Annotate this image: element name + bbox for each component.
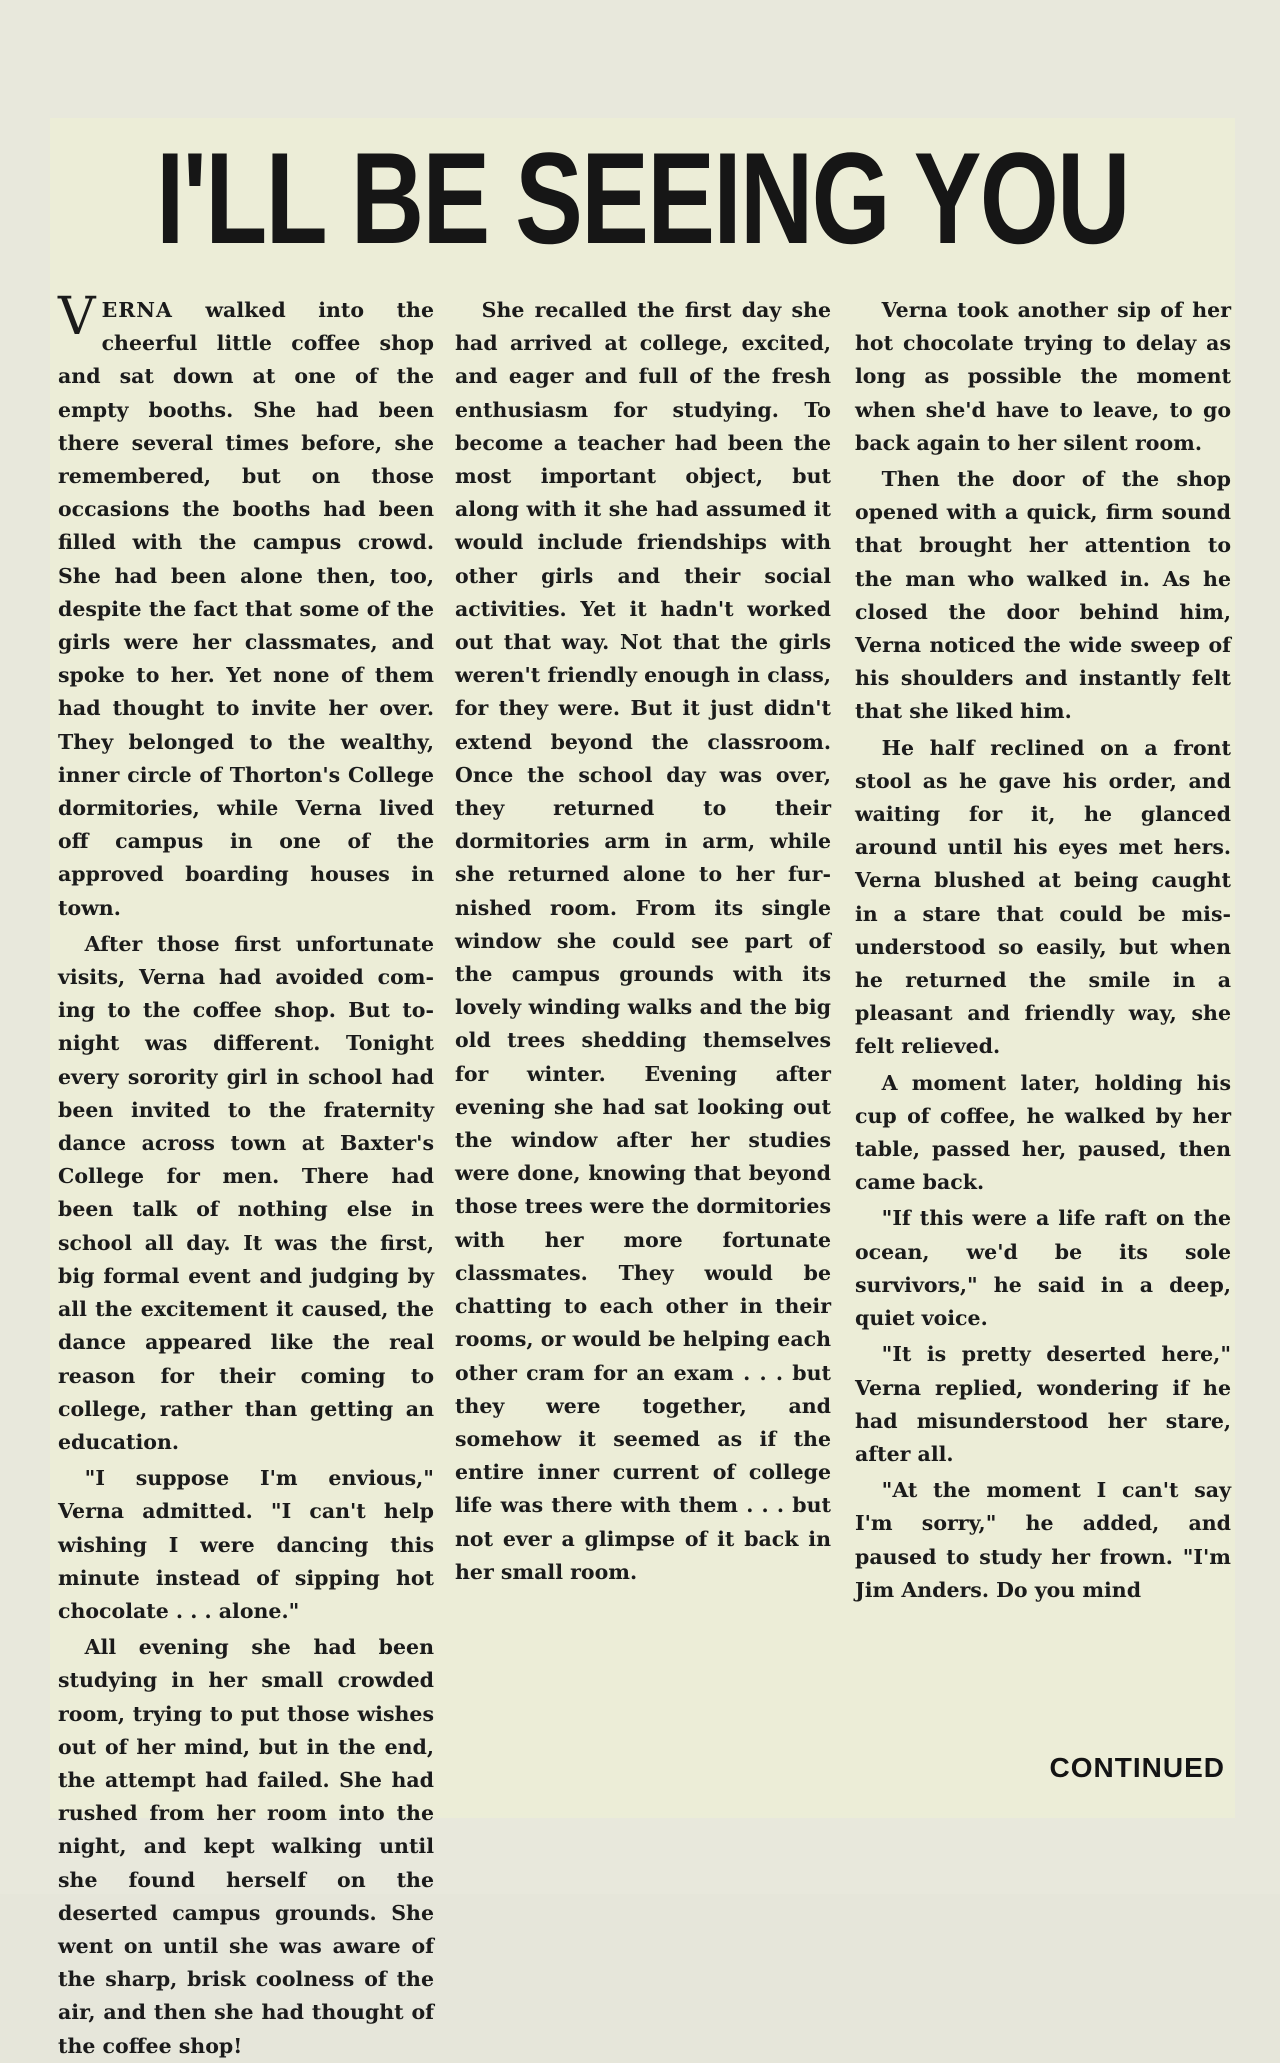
paragraph: Verna took another sip of her hot chocolate trying to delay as long as possible the moment when she'd have to leave, to go back again to her silent room.	[855, 298, 1231, 455]
paragraph: "I suppose I'm envious," Verna admitted. "I can't help wishing I were dancing this minute instead of sipping hot chocolate . . . alone."	[58, 1466, 434, 1623]
paragraph: A moment later, holding his cup of coffee, he walked by her table, passed her, paused, then came back.	[855, 1070, 1231, 1195]
lead-word: ERNA	[101, 298, 173, 322]
paragraph: She recalled the first day she had arrived at college, excited, and eager and full of the fresh enthusiasm for studying. To become a teacher had been the most important object, but along with it she had assumed it would include friendships with other girls and their social activities. Yet it hadn't worked out that way. Not that the girls weren't friendly enough in class, for they were. But it just didn't extend beyond the classroom. Once the school day was over, they returned to their dormitories arm in arm, while she returned alone to her furnished room. From its single window she could see part of the campus grounds with its lovely winding walks and the big old trees shedding themselves for winter. Evening after evening she had sat looking out the window after her studies were done, knowing that beyond those trees were the dormitories with her more fortunate classmates. They would be chatting to each other in their rooms, or would be helping each other cram for an exam . . . but they were together, and somehow it seemed as if the entire inner current of college life was there with them . . . but not ever a glimpse of it back in her small room.	[455, 298, 831, 1584]
text-column-1	[58, 287, 435, 2058]
paragraph-text: walked into the cheerful little coffee shop and sat down at one of the empty booths. She had been there several times before, she remembered, but on those occasions the booths had been filled with the campus crowd. She had been alone then, too, despite the fact that some of the girls were her classmates, and spoke to her. Yet none of them had thought to invite her over. They belonged to the wealthy, inner circle of Thorton's College dormitories, while Verna lived off campus in one of the approved boarding houses in town.	[58, 298, 435, 920]
continued-label: CONTINUED	[1049, 1752, 1225, 1783]
paragraph: "If this were a life raft on the ocean, we'd be its sole survivors," he said in a deep, quiet voice.	[855, 1206, 1231, 1331]
story-title: I'LL BE SEEING YOU	[156, 125, 1129, 271]
paragraph: All evening she had been studying in her small crowded room, trying to put those wishes out of her mind, but in the end, the attempt had failed. She had rushed from her room into the night, and kept walking until she found herself on the deserted campus grounds. She went on until she was aware of the sharp, brisk coolness of the air, and then she had thought of the coffee shop!	[58, 1635, 434, 2058]
paragraph: "It is pretty deserted here," Verna replied, wondering if he had misunderstood her stare, after all.	[855, 1342, 1231, 1466]
paragraph	[58, 287, 435, 925]
text-column-3	[855, 294, 1231, 1754]
drop-cap: V	[58, 287, 96, 347]
paragraph: Then the door of the shop opened with a quick, firm sound that brought her attention to the man who walked in. As he closed the door behind him, Verna noticed the wide sweep of his shoulders and instantly felt that she liked him.	[855, 467, 1231, 724]
paragraph: After those first unfortunate visits, Verna had avoided coming to the coffee shop. But tonight was different. Tonight every sorority girl in school had been invited to the fraternity dance across town at Baxter's College for men. There had been talk of nothing else in school all day. It was the first, big formal event and judging by all the excitement it caused, the dance appeared like the real reason for their coming to college, rather than getting an education.	[58, 931, 434, 1454]
text-column-2	[455, 294, 831, 1754]
paragraph: He half reclined on a front stool as he gave his order, and waiting for it, he glanced around until his eyes met hers. Verna blushed at being caught in a stare that could be misunderstood so easily, but when he returned the smile in a pleasant and friendly way, she felt relieved.	[855, 735, 1231, 1059]
paragraph: "At the moment I can't say I'm sorry," he added, and paused to study her frown. "I'm Jim Anders. Do you mind	[855, 1478, 1231, 1602]
